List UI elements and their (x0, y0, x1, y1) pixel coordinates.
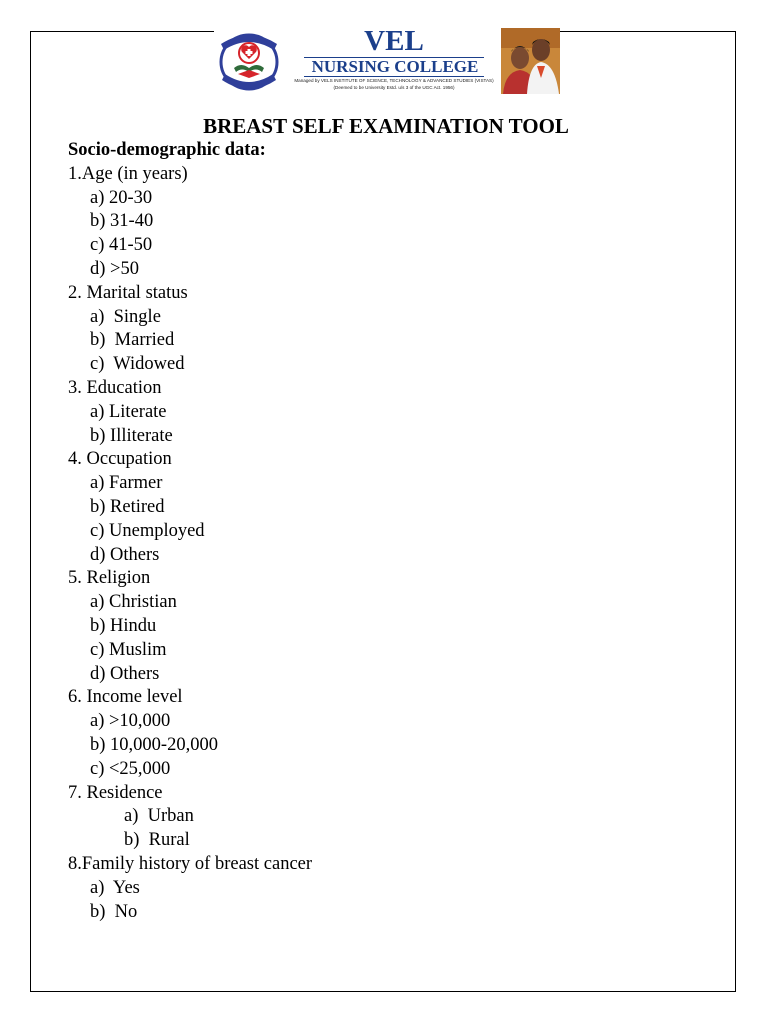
option-item: b) Illiterate (90, 425, 173, 446)
question-age: 1.Age (in years) (68, 163, 188, 184)
option-item: a) >10,000 (90, 711, 171, 732)
option-item: c) <25,000 (90, 758, 171, 779)
option-item: a) Yes (90, 877, 140, 898)
brand-deemed-line: (Deemed to be University Estd. u/s 3 of the UGC Act. 1956) (333, 85, 455, 90)
question-religion: 5. Religion (68, 568, 151, 589)
option-item: c) 41-50 (90, 235, 153, 256)
option-item: d) >50 (90, 258, 139, 279)
brand-name: VEL (364, 25, 424, 57)
form-content (68, 113, 708, 924)
option-item: a) Single (90, 306, 161, 327)
page-title: BREAST SELF EXAMINATION TOOL (203, 114, 569, 138)
option-item: b) Married (90, 330, 175, 351)
question-family-history: 8.Family history of breast cancer (68, 853, 313, 874)
college-header (214, 26, 560, 98)
option-item: c) Muslim (90, 639, 167, 660)
question-residence: 7. Residence (68, 782, 163, 803)
section-heading: Socio-demographic data: (68, 140, 266, 160)
option-item: b) 31-40 (90, 211, 154, 232)
question-occupation: 4. Occupation (68, 449, 172, 470)
option-item: d) Others (90, 663, 160, 684)
option-item: b) Retired (90, 496, 165, 517)
option-item: c) Unemployed (90, 520, 205, 541)
option-item: a) Christian (90, 592, 177, 613)
option-item: b) Rural (124, 830, 190, 851)
option-item: c) Widowed (90, 354, 185, 375)
option-item: d) Others (90, 544, 160, 565)
college-seal-logo (214, 28, 284, 96)
option-item: b) No (90, 901, 138, 922)
option-item: a) Literate (90, 401, 167, 422)
option-item: b) 10,000-20,000 (90, 734, 218, 755)
question-education: 3. Education (68, 377, 162, 398)
brand-subtitle: NURSING COLLEGE (311, 57, 479, 76)
option-item: b) Hindu (90, 615, 157, 636)
brand-management-line: Managed by VELS INSTITUTE OF SCIENCE, TECHNOLOGY & ADVANCED STUDIES (VISTAS) (294, 78, 494, 83)
option-item: a) Farmer (90, 473, 163, 494)
question-marital-status: 2. Marital status (68, 282, 188, 303)
option-item: a) 20-30 (90, 187, 153, 208)
brand-divider (304, 76, 484, 77)
question-income-level: 6. Income level (68, 687, 183, 708)
founders-photo (501, 28, 560, 94)
option-item: a) Urban (124, 806, 194, 827)
